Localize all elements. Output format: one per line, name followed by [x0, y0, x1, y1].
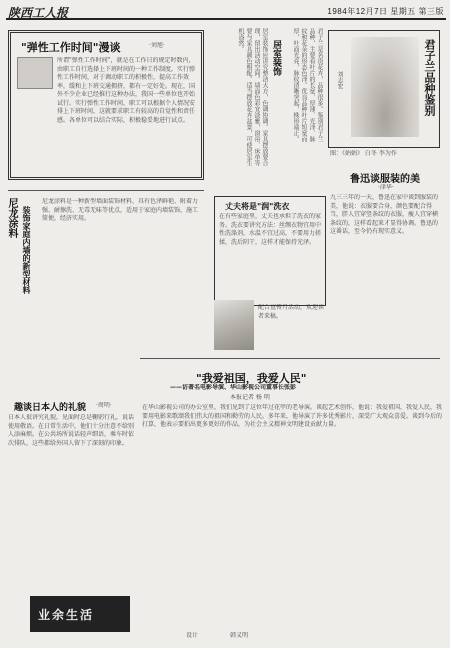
newspaper-name: 陕西工人报: [8, 6, 69, 20]
orchid-title: 君子兰品种鉴别: [423, 39, 436, 116]
japan-body: 日本人很讲究礼貌，见面时总是鞠躬行礼，说话使用敬语。在日常生活中，他们十分注意不给别人添麻烦。在公共场所说话轻声细语，乘车时依次排队，这些都给外国人留下了深刻的印象。: [8, 414, 135, 447]
credit-role: 设计: [186, 632, 199, 639]
credit-name: 韩义明: [230, 632, 249, 639]
silk-title: 丈夫将是"润"洗衣: [225, 201, 290, 211]
silk-article: [214, 196, 326, 306]
interview-byline: 本报记者 杨 明: [230, 394, 270, 401]
paint-subtitle: 装饰家庭内墙的新型材料: [22, 206, 32, 294]
orchid-illustration-frame: [328, 30, 440, 148]
interview-body: 在华山影视公司的办公室里，我们见到了这位年过花甲的老导演。谈起艺术创作，他说：我爱祖国，我爱人民，我要用电影来歌颂我们伟大的祖国和勤劳的人民。多年来，他导演了许多优秀影片，深受广大观众喜爱。谈到今后的打算，他表示要拍出更多更好的作品，为社会主义精神文明建设贡献力量。: [142, 404, 442, 428]
elastic-time-title: "弹性工作时间"漫谈: [21, 41, 121, 54]
interview-title: "我爱祖国，我爱人民": [196, 372, 307, 385]
date-line: 1984年12月7日 星期五 第三版: [327, 7, 444, 16]
silk-body: 在有些家庭里，丈夫也承担了洗衣的家务。洗衣要讲究方法：丝绸衣物宜用中性洗涤剂，水温不宜过高，不要用力搓揉，洗后阴干，这样才能保持光泽。: [219, 213, 321, 246]
decor-title: 居室装饰: [271, 40, 281, 76]
decor-body: 居室装饰应讲究整洁大方，色调协调。家具摆放要合理，留出活动空间。墙面色彩宜淡雅，窗帘、床单等要与家具颜色相配。适当摆放花卉盆景，可使居室生机盎然。: [237, 28, 268, 166]
paint-title: 尼龙涂料: [6, 198, 17, 238]
section-divider: [8, 190, 204, 191]
interview-subtitle: ——访著名电影导演、华山影视公司董事长张彭: [170, 384, 297, 391]
elastic-time-body: 所谓"弹性工作时间"，就是在工作日的规定时数内，由职工自行选择上下班时间的一种工作制度。实行弹性工作时间，对于调动职工的积极性，提高工作效率，缓和上下班交通拥挤，都有一定好处。现在，国外不少企业已经推行这种办法，我国一些单位也开始试行。实行弹性工作时间，职工可以根据个人情况安排上下班时间，这就要求职工有较高的自觉性和责任感。各单位可以结合实际，积极稳妥地进行试点。: [57, 57, 196, 124]
japan-byline: ·周明·: [96, 402, 112, 409]
interview-top-rule: [140, 358, 440, 359]
lu-xun-byline: ·津华·: [378, 184, 394, 191]
silk-photo: [214, 300, 254, 350]
orchid-caption: 图：《娟娟》 白冬 李为作: [330, 150, 397, 157]
lu-xun-body: 九三三年的一天，鲁迅在家中谈到服装的美，他说：衣服要合身，颜色要配合得当，胖人宜穿竖条纹的衣服，瘦人宜穿横条纹的，这样看起来才显得协调。鲁迅的这番话，至今仍有现实意义。: [330, 194, 439, 235]
orchid-body: 君子兰是名贵花卉，品种很多。鉴别君子兰品种，主要看叶片的长宽、厚薄、光泽、脉纹和花朵的形态色泽。优良品种叶片短宽而厚，叶面光亮，脉纹清晰突起，株形端正。: [292, 28, 323, 142]
silk-note: 配合宣传月活动，欢迎读者来稿。: [258, 304, 324, 320]
elastic-time-illustration: [17, 57, 53, 89]
paint-body: 尼龙涂料是一种新型墙面装饰材料，具有色泽鲜艳、附着力强、耐擦洗、无毒无味等优点，适用于家庭内墙装饰，施工简便，经济实用。: [42, 198, 199, 222]
elastic-time-article: [8, 30, 204, 180]
masthead: [6, 4, 446, 20]
lu-xun-title: 鲁迅谈服装的美: [350, 174, 420, 185]
amateur-life-logo: [30, 596, 130, 632]
amateur-life-text: 业余生活: [38, 608, 95, 622]
orchid-illustration: [351, 37, 419, 137]
elastic-time-byline: ·刘旭·: [149, 42, 165, 49]
japan-title: 趣谈日本人的礼貌: [14, 403, 87, 413]
orchid-byline: 刘志宏: [336, 71, 343, 89]
